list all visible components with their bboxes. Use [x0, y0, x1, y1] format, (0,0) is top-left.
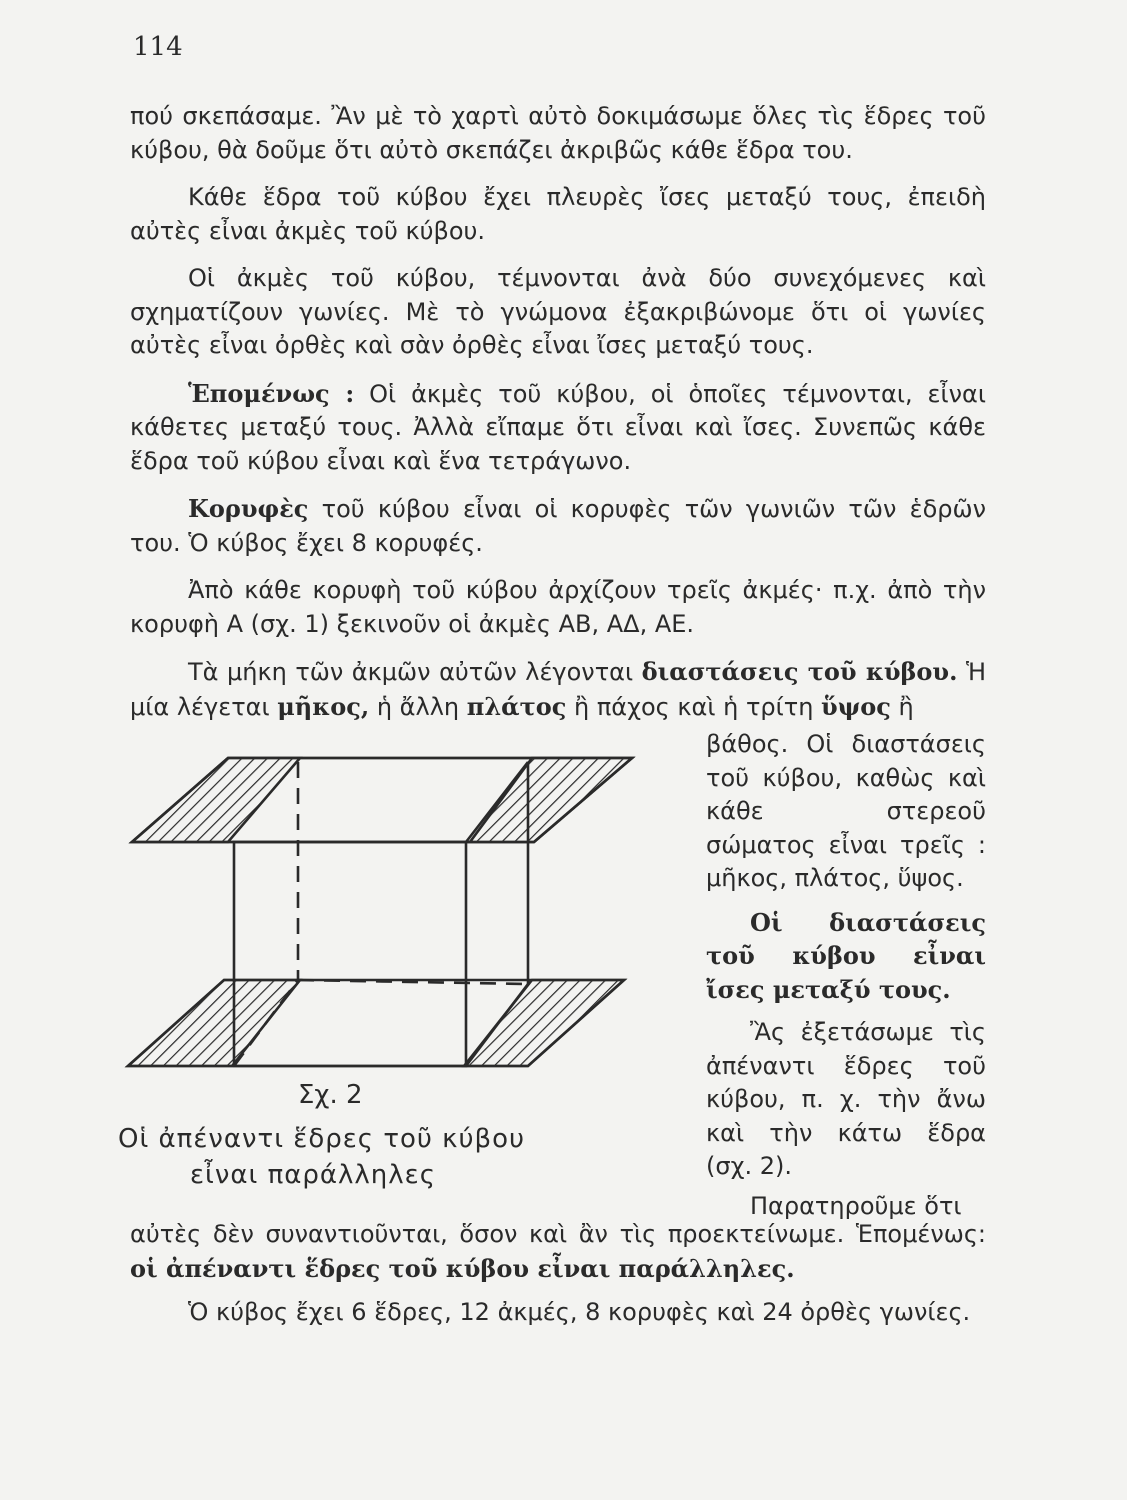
side-column [706, 728, 986, 1223]
paragraph-dimensions [130, 655, 986, 724]
dimensions-text-5: ἢ [890, 692, 914, 721]
side-paragraph-dimensions: βάθος. Οἱ διαστάσεις τοῦ κύβου, καθὼς καὶ κάθε στερεοῦ σώματος εἶναι τρεῖς : μῆκος, πλάτος, ὕψος. [706, 730, 986, 892]
paragraph-faces-sides: Κάθε ἕδρα τοῦ κύβου ἔχει πλευρὲς ἴσες μεταξύ τους, ἐπειδὴ αὐτὲς εἶναι ἀκμὲς τοῦ κύβου. [130, 183, 986, 245]
paragraph-edges-angles: Οἱ ἀκμὲς τοῦ κύβου, τέμνονται ἀνὰ δύο συνεχόμενες καὶ σχηματίζουν γωνίες. Μὲ τὸ γνώμονα ἐξακριβώνομε ὅτι οἱ γωνίες αὐτὲς εἶναι ὀρθὲς καὶ σὰν ὀρθὲς εἶναι ἴσες μεταξύ τους. [130, 264, 986, 359]
text-bottom [130, 1218, 986, 1344]
bottom-face-hatch-left [128, 980, 300, 1066]
cube-parallel-faces-figure [124, 748, 644, 1088]
dimensions-text-3: ἡ ἄλλη [369, 692, 467, 721]
paragraph-edges-from-vertex: Ἀπὸ κάθε κορυφὴ τοῦ κύβου ἀρχίζουν τρεῖς ἀκμές· π.χ. ἀπὸ τὴν κορυφὴ Α (σχ. 1) ξεκινοῦν οἱ ἀκμὲς ΑΒ, ΑΔ, ΑΕ. [130, 576, 986, 638]
consequently-lead: Ἑπομένως : [188, 378, 355, 408]
figure-caption-line-2: εἶναι παράλληλες [190, 1160, 436, 1190]
text-top [130, 100, 986, 724]
width-term: πλάτος [466, 691, 567, 721]
paragraph-covering: πού σκεπάσαμε. Ἂν μὲ τὸ χαρτὶ αὐτὸ δοκιμάσωμε ὅλες τὶς ἕδρες τοῦ κύβου, θὰ δοῦμε ὅτι αὐτὸ σκεπάζει ἀκριβῶς κάθε ἕδρα του. [130, 102, 986, 164]
side-paragraph-examine: Ἂς ἐξετάσωμε τὶς ἀπέναντι ἕδρες τοῦ κύβου, π. χ. τὴν ἄνω καὶ τὴν κάτω ἕδρα (σχ. 2). [706, 1018, 986, 1180]
page-number: 114 [133, 32, 183, 62]
figure-caption-line-1: Οἱ ἀπέναντι ἕδρες τοῦ κύβου [118, 1124, 526, 1154]
dimensions-text-4: ἢ πάχος καὶ ἡ τρίτη [566, 692, 822, 721]
dimensions-text-1: Τὰ μήκη τῶν ἀκμῶν αὐτῶν λέγονται [188, 658, 642, 686]
conclusion-bold: οἱ ἀπέναντι ἕδρες τοῦ κύβου εἶναι παράλληλες. [130, 1253, 795, 1283]
dimensions-text-2: Ἡ μία λέγεται [130, 658, 987, 721]
figure-label: Σχ. 2 [298, 1080, 363, 1110]
consequently-text: Οἱ ἀκμὲς τοῦ κύβου, οἱ ὁποῖες τέμνονται, εἶναι κάθετες μεταξύ τους. Ἀλλὰ εἴπαμε ὅτι εἶναι καὶ ἴσες. Συνεπῶς κάθε ἕδρα τοῦ κύβου εἶναι καὶ ἕνα τετράγωνο. [130, 379, 986, 475]
side-paragraph-observe: Παρατηροῦμε ὅτι [750, 1191, 962, 1220]
paragraph-conclusion [130, 1218, 986, 1286]
vertices-lead: Κορυφὲς [188, 494, 309, 523]
dimensions-term: διαστάσεις τοῦ κύβου. [641, 657, 958, 686]
cube-front-face [234, 842, 466, 1066]
paragraph-summary: Ὁ κύβος ἔχει 6 ἕδρες, 12 ἀκμές, 8 κορυφὲς καὶ 24 ὀρθὲς γωνίες. [188, 1298, 971, 1326]
conclusion-text: αὐτὲς δὲν συναντιοῦνται, ὅσον καὶ ἂν τὶς προεκτείνωμε. Ἑπομένως: [130, 1220, 986, 1248]
paragraph-vertices [130, 492, 986, 560]
length-term: μῆκος, [277, 691, 370, 721]
height-term: ὕψος [821, 691, 891, 721]
paragraph-consequently [130, 377, 986, 479]
side-paragraph-equal-dimensions: Οἱ διαστάσεις τοῦ κύβου εἶναι ἴσες μεταξύ τους. [706, 907, 986, 1004]
vertices-text: τοῦ κύβου εἶναι οἱ κορυφὲς τῶν γωνιῶν τῶν ἑδρῶν του. Ὁ κύβος ἔχει 8 κορυφές. [130, 495, 986, 557]
